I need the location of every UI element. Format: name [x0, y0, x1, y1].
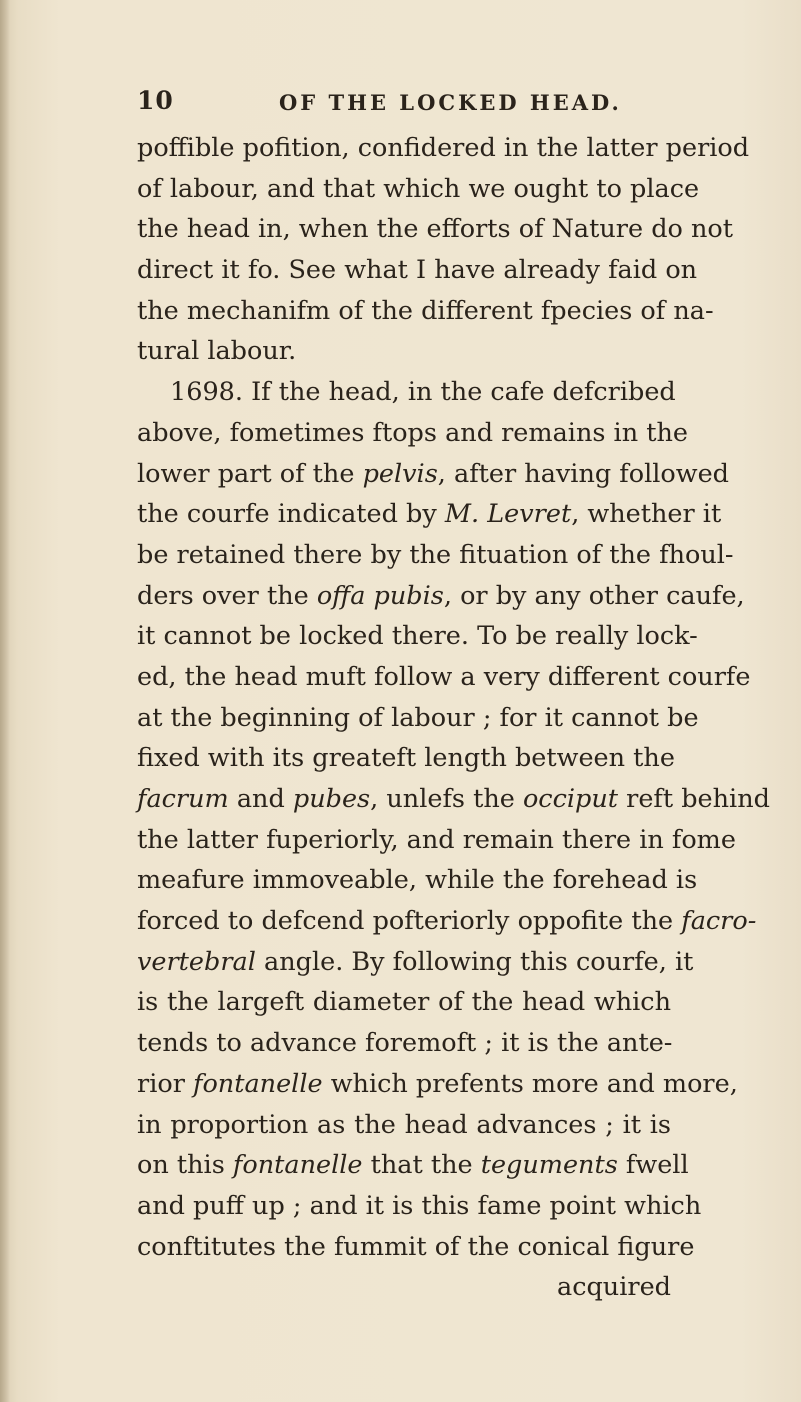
text-line: poffible pofition, confidered in the latter period [137, 133, 750, 163]
text-line: meafure immoveable, while the forehead is [137, 865, 698, 896]
text-line: rior fontanelle which prefents more and more, [137, 1068, 738, 1099]
catchword: acquired [557, 1272, 671, 1303]
text-line: the head in, when the efforts of Nature do not [137, 214, 734, 245]
text-line: facrum and pubes, unlefs the occiput reft behind [137, 784, 770, 814]
binding-shadow [0, 0, 10, 1402]
text-line: at the beginning of labour ; for it cannot be [137, 702, 699, 733]
text-line: of labour, and that which we ought to place [137, 173, 700, 204]
text-line: conftitutes the fummit of the conical figure [137, 1231, 695, 1262]
running-head: OF THE LOCKED HEAD. [279, 90, 622, 115]
text-line: lower part of the pelvis, after having followed [137, 458, 730, 489]
text-line: and puff up ; and it is this fame point which [137, 1190, 702, 1221]
text-line: is the largeft diameter of the head which [137, 987, 671, 1018]
text-line: be retained there by the fituation of the fhoul- [137, 539, 734, 570]
text-line: ed, the head muft follow a very different courfe [137, 661, 751, 692]
text-line: tural labour. [137, 336, 297, 367]
text-line: fixed with its greateft length between the [137, 743, 675, 774]
text-line: the mechanifm of the different fpecies of na- [137, 295, 714, 326]
text-line: the courfe indicated by M. Levret, whether it [137, 499, 722, 530]
text-line: in proportion as the head advances ; it is [137, 1109, 671, 1140]
text-line: vertebral angle. By following this courfe, it [137, 946, 694, 977]
text-line: tends to advance foremoft ; it is the ante- [137, 1028, 673, 1059]
text-line: the latter fuperiorly, and remain there in fome [137, 824, 736, 855]
text-line: direct it fo. See what I have already faid on [137, 255, 698, 286]
page-header [137, 86, 657, 126]
text-line: on this fontanelle that the teguments fwell [137, 1150, 689, 1181]
text-line: above, fometimes ftops and remains in the [137, 417, 689, 448]
text-line: ders over the offa pubis, or by any other caufe, [137, 580, 745, 611]
text-line-paragraph-start: 1698. If the head, in the cafe defcribed [170, 377, 676, 408]
text-line: forced to defcend pofteriorly oppofite the facro- [137, 906, 757, 937]
page-number: 10 [137, 86, 174, 115]
text-line: it cannot be locked there. To be really lock- [137, 621, 698, 652]
body-text [137, 128, 770, 1308]
